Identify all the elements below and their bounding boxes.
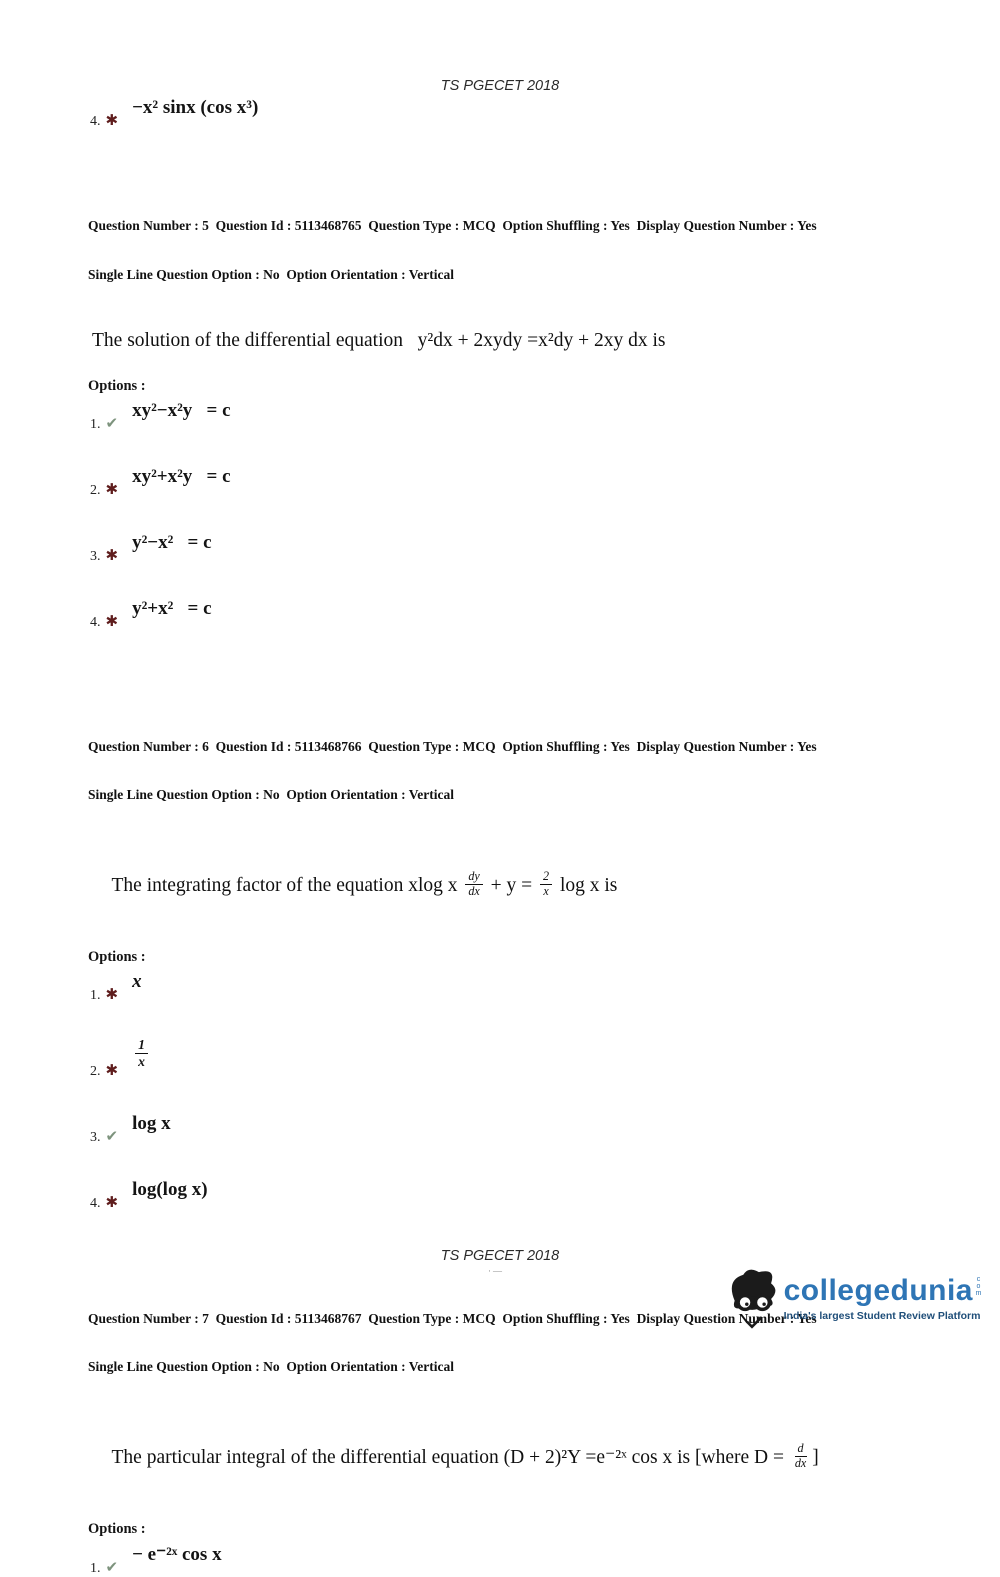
fraction-numerator: 2 [540, 870, 552, 885]
q5-option-4 [90, 597, 940, 631]
page-header-title: TS PGECET 2018 [440, 78, 560, 94]
option-number: 4. [90, 614, 101, 630]
footer-mark: ·— [488, 1266, 504, 1276]
option-number: 3. [90, 548, 101, 564]
option-number: 1. [90, 987, 101, 1003]
option-number: 1. [90, 416, 101, 432]
option-formula: xy²−x²y = c [132, 399, 231, 421]
fraction-denominator: dx [468, 883, 480, 898]
option-number: 4. [90, 1196, 101, 1212]
q6-option-4 [90, 1179, 940, 1212]
q5-meta-line1: Question Number : 5 Question Id : 5113468765 Question Type : MCQ Option Shuffling : Yes Display Question Number : Yes [88, 218, 817, 234]
q5-question-text: The solution of the differential equation y²dx + 2xydy =x²dy + 2xy dx is [92, 329, 666, 351]
incorrect-icon: ✱ [105, 547, 119, 564]
option-formula: −x² sinx (cos x³) [132, 97, 259, 118]
collegedunia-mascot-icon [726, 1266, 778, 1332]
q5-options-label: Options : [88, 377, 146, 394]
q6-question-pre: The integrating factor of the equation xlog x [111, 874, 463, 896]
option-number: 1. [90, 1560, 101, 1576]
q6-options-label: Options : [88, 948, 146, 965]
q6-question-mid: + y = [485, 874, 538, 896]
collegedunia-logo [726, 1266, 982, 1332]
incorrect-icon: ✱ [105, 113, 119, 129]
incorrect-icon: ✱ [105, 1195, 119, 1212]
correct-icon: ✔ [105, 1559, 119, 1576]
q6-meta [88, 707, 940, 837]
option-formula: log(log x) [132, 1179, 208, 1201]
incorrect-icon: ✱ [105, 1063, 119, 1080]
q7-question-text [92, 1422, 940, 1495]
logo-domain-text: com [975, 1276, 982, 1297]
option-number: 4. [90, 114, 101, 129]
option-number: 2. [90, 482, 101, 498]
fraction-1-x [135, 1037, 148, 1069]
incorrect-icon: ✱ [105, 986, 119, 1003]
option-formula: xy²+x²y = c [132, 465, 231, 487]
fraction-2-x [540, 870, 552, 899]
logo-tagline: India's largest Student Review Platform [783, 1310, 981, 1322]
fraction-numerator: dy [465, 870, 482, 885]
fraction-dy-dx [465, 870, 482, 899]
option-formula [132, 1037, 151, 1069]
fraction-d-dx [792, 1442, 809, 1471]
fraction-denominator: x [138, 1053, 145, 1069]
correct-icon: ✔ [105, 1129, 119, 1146]
logo-word-row [784, 1276, 982, 1306]
q6-meta-line1: Question Number : 6 Question Id : 5113468766 Question Type : MCQ Option Shuffling : Yes Display Question Number : Yes [88, 738, 817, 754]
q6-option-3 [90, 1113, 940, 1146]
q6-option-2 [90, 1036, 940, 1080]
q6-meta-line2: Single Line Question Option : No Option Orientation : Vertical [88, 787, 455, 803]
fraction-denominator: dx [794, 1455, 807, 1470]
q7-question-post: ] [812, 1446, 819, 1468]
q7-options-label: Options : [88, 1520, 146, 1537]
fraction-denominator: x [543, 883, 549, 898]
q7-meta-line1: Question Number : 7 Question Id : 5113468767 Question Type : MCQ Option Shuffling : Yes Display Question Number : Yes [88, 1310, 817, 1326]
q7-meta-line2: Single Line Question Option : No Option Orientation : Vertical [88, 1359, 455, 1375]
option-number: 3. [90, 1130, 101, 1146]
q7-option-1 [90, 1543, 940, 1577]
option-formula: x [132, 970, 142, 992]
q5-option-2 [90, 465, 940, 499]
q5-option-1 [90, 399, 940, 433]
incorrect-icon: ✱ [105, 613, 119, 630]
incorrect-icon: ✱ [105, 481, 119, 498]
correct-icon: ✔ [105, 415, 119, 432]
q6-question-post: log x is [555, 874, 618, 896]
q6-question-text [92, 850, 940, 923]
q5-option-3 [90, 531, 940, 565]
page-footer-title: TS PGECET 2018 [440, 1248, 560, 1264]
fraction-numerator: 1 [135, 1037, 148, 1054]
fraction-numerator: d [795, 1442, 807, 1457]
option-formula: y²−x² = c [132, 531, 212, 553]
q5-meta-line2: Single Line Question Option : No Option Orientation : Vertical [88, 266, 455, 282]
option-formula: − e⁻²ˣ cos x [132, 1543, 222, 1565]
logo-text-block [784, 1276, 982, 1322]
q4-option-4 [90, 97, 940, 130]
q6-option-1 [90, 970, 940, 1004]
option-formula: log x [132, 1113, 171, 1135]
option-number: 2. [90, 1064, 101, 1080]
exam-content [88, 97, 940, 1577]
q7-question-pre: The particular integral of the differential equation (D + 2)²Y =e⁻²ˣ cos x is [where D = [111, 1446, 789, 1468]
q5-meta [88, 186, 940, 316]
option-formula: y²+x² = c [132, 597, 212, 619]
logo-wordmark: collegedunia [783, 1274, 973, 1307]
